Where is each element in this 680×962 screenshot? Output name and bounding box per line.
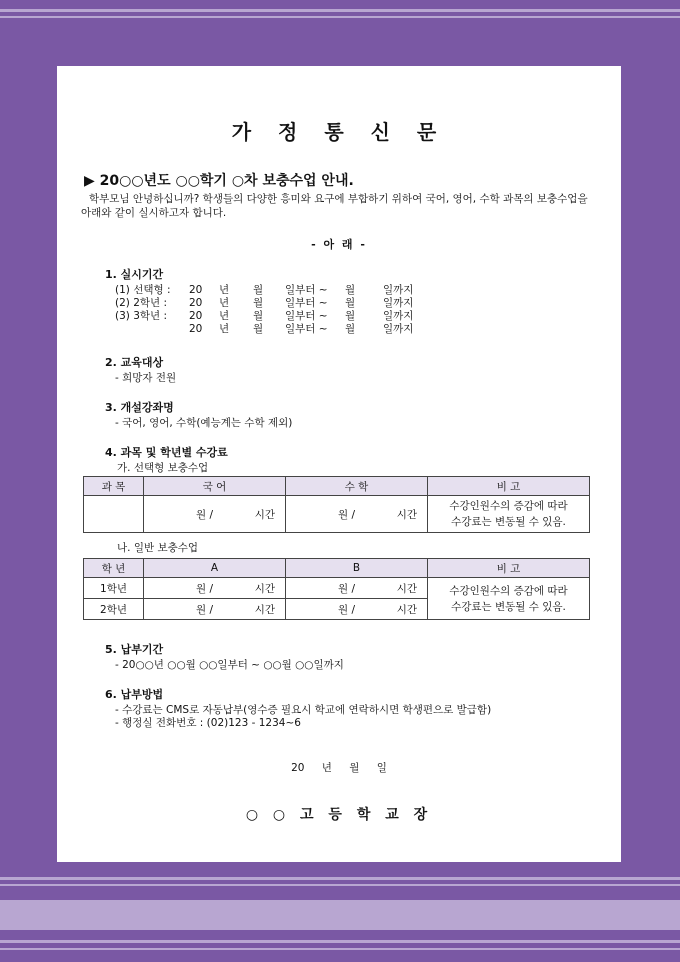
top-stripe xyxy=(0,9,680,12)
schedule-row: (2) 2학년 : 20 년 월 일부터 ~ 월 일까지 xyxy=(115,297,414,309)
schedule-row: 20 년 월 일부터 ~ 월 일까지 xyxy=(189,323,414,335)
section-payment-method: 6. 납부방법 - 수강료는 CMS로 자동납부(영수증 필요시 학교에 연락하시면 학생편으로 발급함) - 행정실 전화번호 : (02)123 - 1234~6 xyxy=(105,688,492,729)
section-title: 6. 납부방법 xyxy=(105,688,164,701)
fee-table-general xyxy=(83,558,590,620)
document-page xyxy=(57,66,621,862)
intro-paragraph: 학부모님 안녕하십니까? 학생들의 다양한 흥미와 요구에 부합하기 위하여 국어, 영어, 수학 과목의 보충수업을 아래와 같이 실시하고자 합니다. xyxy=(81,193,588,219)
section-fees: 4. 과목 및 학년별 수강료 가. 선택형 보충수업 xyxy=(105,446,228,474)
bottom-stripe xyxy=(0,940,680,943)
school-principal: ○ ○ 고 등 학 교 장 xyxy=(245,807,433,823)
section-title: 3. 개설강좌명 xyxy=(105,401,174,414)
issue-date: 20 년 월 일 xyxy=(291,762,387,774)
section-target: 2. 교육대상 - 희망자 전원 xyxy=(105,356,177,384)
table-row: 원 / 시간 원 / 시간 수강인원수의 증감에 따라 수강료는 변동될 수 있음. xyxy=(84,496,590,533)
document-title: 가 정 통 신 문 xyxy=(231,120,447,144)
schedule-row: (1) 선택형 : 20 년 월 일부터 ~ 월 일까지 xyxy=(115,284,414,296)
section-title: 5. 납부기간 xyxy=(105,643,164,656)
bottom-stripe xyxy=(0,877,680,880)
table-header-row: 과 목 국 어 수 학 비 고 xyxy=(84,477,590,496)
section-courses: 3. 개설강좌명 - 국어, 영어, 수학(예능계는 수학 제외) xyxy=(105,401,293,429)
section-title: 1. 실시기간 xyxy=(105,268,164,281)
section-title: 4. 과목 및 학년별 수강료 xyxy=(105,446,228,459)
section-period xyxy=(105,266,413,336)
sub-heading-general: 나. 일반 보충수업 xyxy=(117,542,199,554)
bottom-band xyxy=(0,900,680,930)
table-row: 1학년 원 / 시간 원 / 시간 수강인원수의 증감에 따라 수강료는 변동될 수 있음. xyxy=(84,578,590,599)
ahrae-label: - 아 래 - xyxy=(311,238,367,251)
table-row: 2학년 원 / 시간 원 / 시간 xyxy=(84,599,590,620)
bottom-stripe xyxy=(0,884,680,886)
notice-heading: ▶ 20○○년도 ○○학기 ○차 보충수업 안내. xyxy=(84,173,354,189)
top-stripe xyxy=(0,16,680,18)
schedule-row: (3) 3학년 : 20 년 월 일부터 ~ 월 일까지 xyxy=(115,310,414,322)
fee-table-selective xyxy=(83,476,590,533)
table-header-row: 학 년 A B 비 고 xyxy=(84,559,590,578)
section-payment-period: 5. 납부기간 - 20○○년 ○○월 ○○일부터 ~ ○○월 ○○일까지 xyxy=(105,643,344,671)
schedule-list xyxy=(105,284,413,336)
section-title: 2. 교육대상 xyxy=(105,356,164,369)
bottom-stripe xyxy=(0,948,680,950)
